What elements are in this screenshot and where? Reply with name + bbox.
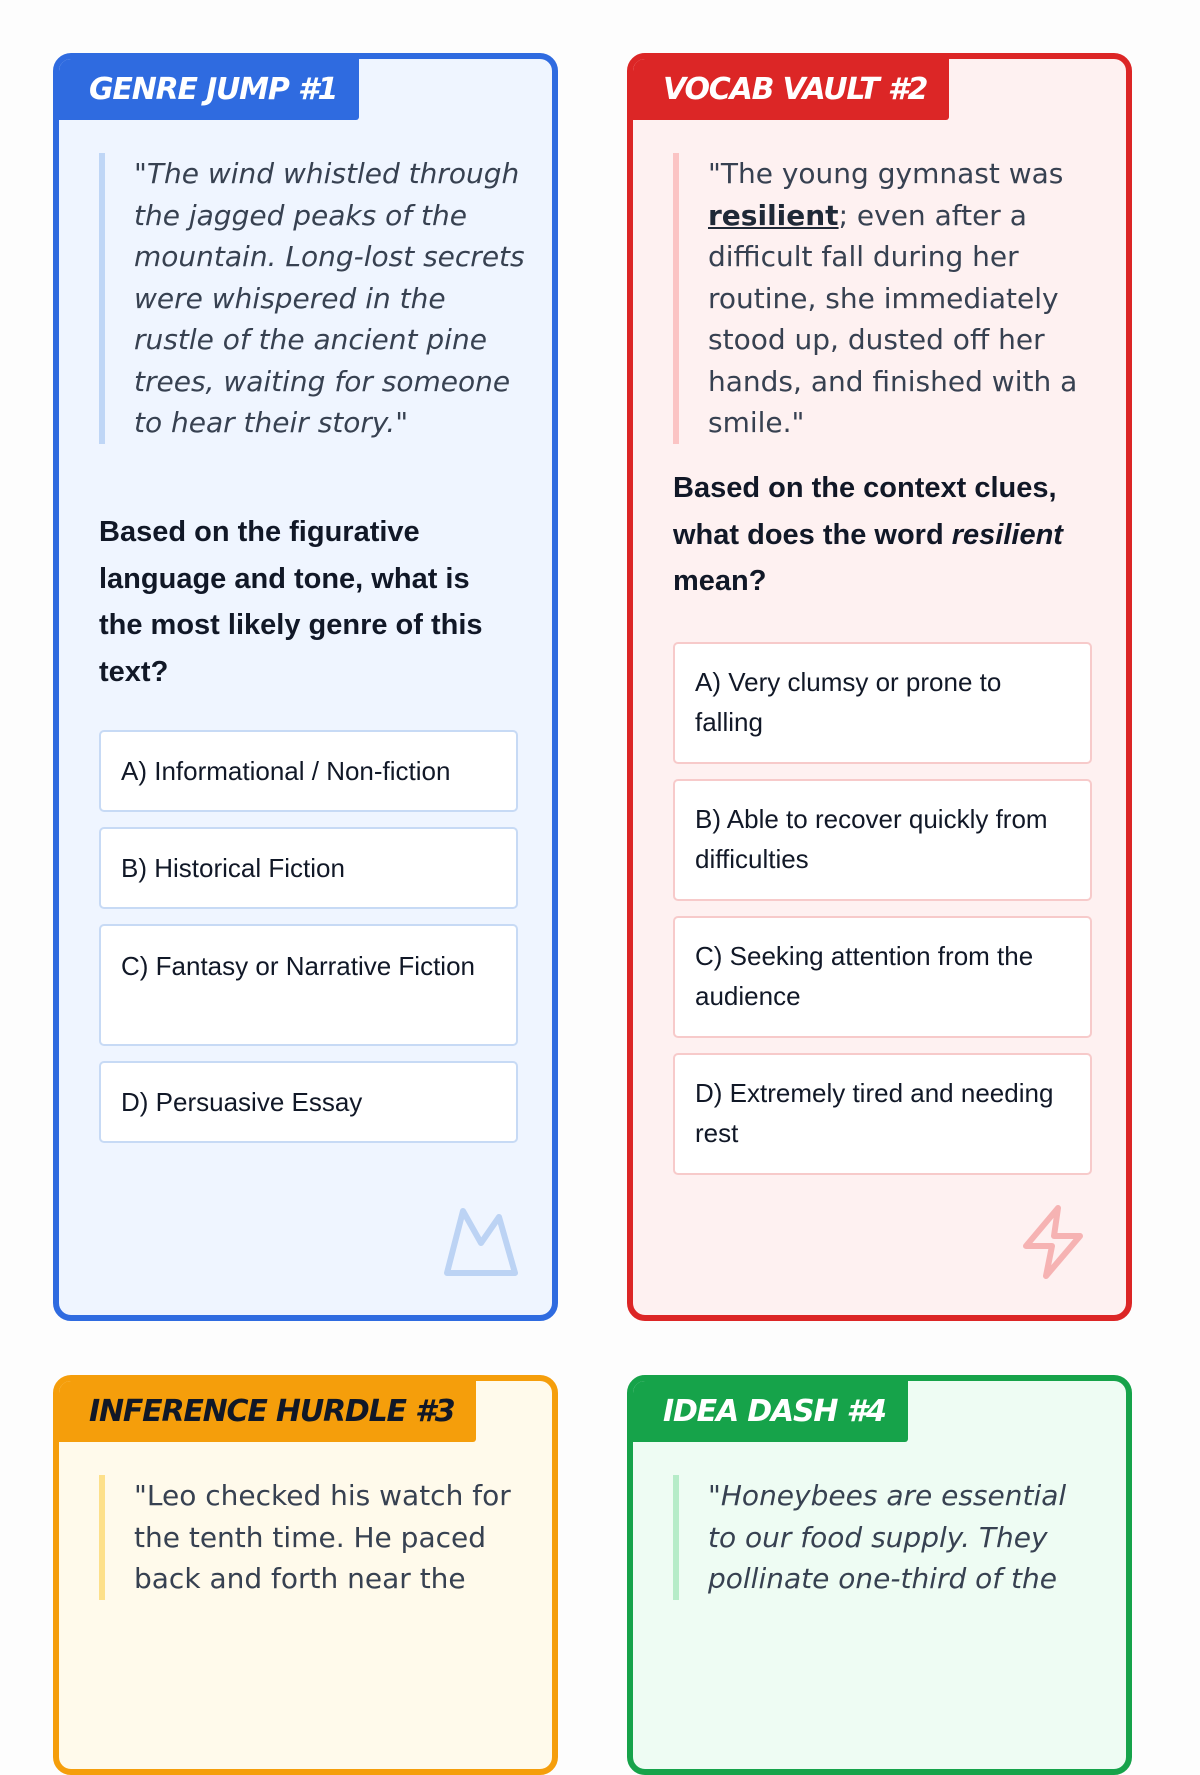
question-keyword: resilient	[951, 518, 1063, 551]
option-c[interactable]: C) Seeking attention from the audience	[673, 916, 1092, 1038]
option-b[interactable]: B) Historical Fiction	[99, 827, 518, 909]
option-c[interactable]: C) Fantasy or Narrative Fiction	[99, 924, 518, 1046]
option-d[interactable]: D) Extremely tired and needing rest	[673, 1053, 1092, 1175]
question-part: Based on the context clues, what does the word	[673, 472, 1057, 551]
question-part: mean?	[673, 565, 767, 597]
card-tag: IDEA DASH #4	[633, 1381, 908, 1442]
lightning-icon	[1018, 1204, 1088, 1280]
option-a[interactable]: A) Very clumsy or prone to falling	[673, 642, 1092, 764]
option-a[interactable]: A) Informational / Non-fiction	[99, 730, 518, 812]
answer-options	[99, 730, 518, 1158]
mountain-icon	[443, 1205, 519, 1277]
question-text	[673, 465, 1093, 605]
question-text: Based on the figurative language and tone, what is the most likely genre of this text?	[99, 516, 483, 688]
passage-quote	[673, 153, 1093, 444]
option-d[interactable]: D) Persuasive Essay	[99, 1061, 518, 1143]
card-tag: VOCAB VAULT #2	[633, 59, 949, 120]
option-b[interactable]: B) Able to recover quickly from difficulties	[673, 779, 1092, 901]
card-tag: INFERENCE HURDLE #3	[59, 1381, 476, 1442]
passage-quote: "Leo checked his watch for the tenth time. He paced back and forth near the	[99, 1475, 519, 1600]
passage-quote: "Honeybees are essential to our food supply. They pollinate one-third of the	[673, 1475, 1093, 1600]
passage-quote: "The wind whistled through the jagged peaks of the mountain. Long-lost secrets were whispered in the rustle of the ancient pine trees, waiting for someone to hear their story."	[99, 153, 529, 444]
inference-hurdle-card	[53, 1375, 558, 1775]
passage-text: "The young gymnast was	[708, 157, 1064, 190]
vocab-vault-card	[627, 53, 1132, 1321]
passage-text: ; even after a difficult fall during her routine, she immediately stood up, dusted off her hands, and finished with a smile."	[708, 198, 1078, 439]
genre-jump-card	[53, 53, 558, 1321]
idea-dash-card	[627, 1375, 1132, 1775]
answer-options	[673, 642, 1092, 1190]
card-tag: GENRE JUMP #1	[59, 59, 359, 120]
keyword: resilient	[708, 198, 839, 232]
